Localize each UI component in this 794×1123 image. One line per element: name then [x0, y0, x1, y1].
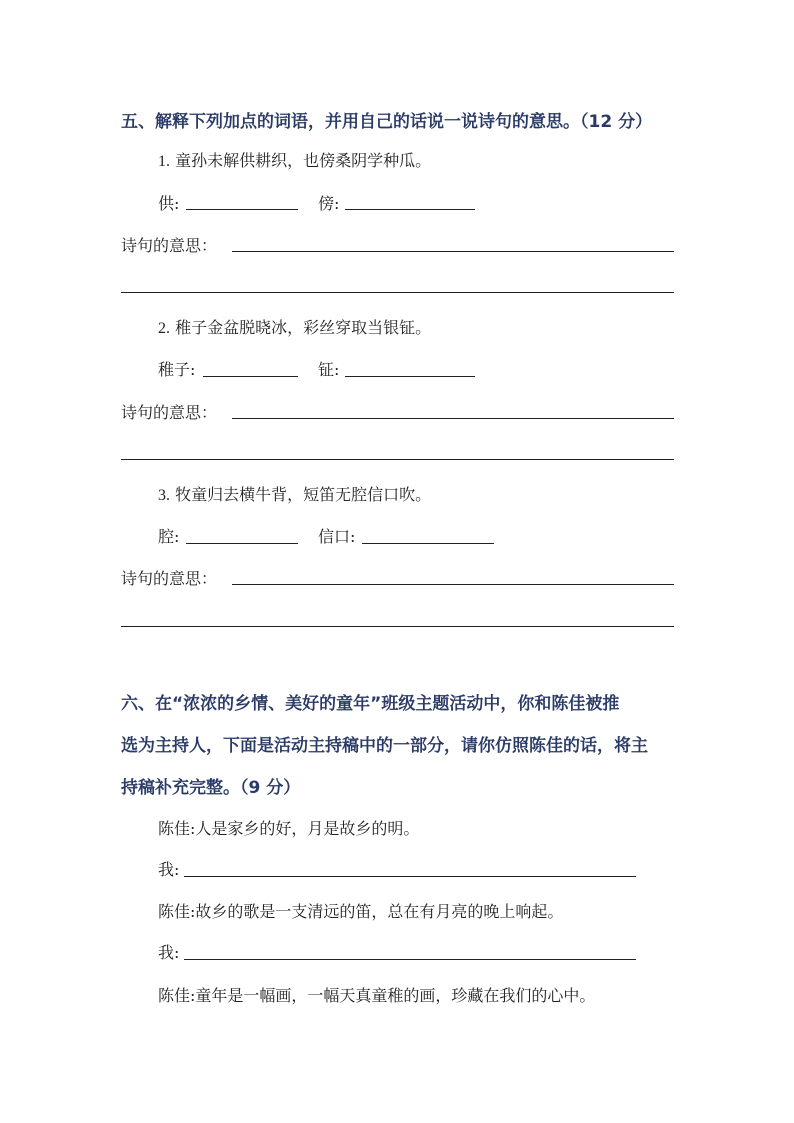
section-6-title-line-1: 六、在“浓浓的乡情、美好的童年”班级主题活动中，你和陈佳被推 — [121, 694, 620, 714]
dialogue-line-1: 陈佳:人是家乡的好，月是故乡的明。 — [158, 819, 420, 838]
item-3-poem — [158, 482, 431, 505]
poem-text: 童孙未解供耕织，也傍桑阴学种瓜。 — [175, 151, 432, 170]
dialogue-line-4-blank[interactable] — [184, 959, 636, 960]
item-1-meaning-label: 诗句的意思： — [121, 236, 218, 255]
section-5-title: 五、解释下列加点的词语，并用自己的话说一说诗句的意思。（12 分） — [121, 112, 653, 132]
dialogue-line-2-blank[interactable] — [184, 876, 636, 877]
item-3-word-a-blank[interactable] — [186, 543, 298, 544]
item-3-word-b-blank[interactable] — [362, 543, 494, 544]
item-1-meaning-blank-1[interactable] — [232, 251, 674, 252]
item-2-word-b-blank[interactable] — [345, 376, 475, 377]
item-2-poem — [158, 315, 431, 338]
item-number: 2. — [158, 320, 170, 337]
item-1-meaning-blank-2[interactable] — [121, 292, 674, 293]
item-2-meaning-label: 诗句的意思： — [121, 403, 218, 422]
item-1-word-a-label: 供: — [158, 194, 180, 213]
item-number: 1. — [158, 153, 170, 170]
item-number: 3. — [158, 487, 170, 504]
item-2-meaning-blank-2[interactable] — [121, 459, 674, 460]
section-6-title-line-2: 选为主持人，下面是活动主持稿中的一部分，请你仿照陈佳的话，将主 — [121, 736, 648, 756]
item-3-meaning-label: 诗句的意思： — [121, 569, 218, 588]
dialogue-line-2-label: 我: — [158, 860, 180, 879]
poem-text: 稚子金盆脱晓冰，彩丝穿取当银钲。 — [175, 318, 432, 337]
item-2-word-a-blank[interactable] — [203, 376, 298, 377]
poem-text: 牧童归去横牛背，短笛无腔信口吹。 — [175, 485, 432, 504]
dialogue-line-5: 陈佳:童年是一幅画，一幅天真童稚的画，珍藏在我们的心中。 — [158, 986, 596, 1005]
item-2-word-b-label: 钲: — [318, 360, 340, 379]
item-1-word-b-label: 傍: — [318, 194, 340, 213]
item-1-word-a-blank[interactable] — [186, 209, 298, 210]
item-1-word-b-blank[interactable] — [345, 209, 475, 210]
dialogue-line-3: 陈佳:故乡的歌是一支清远的笛，总在有月亮的晚上响起。 — [158, 902, 564, 921]
item-2-word-a-label: 稚子: — [158, 360, 196, 379]
item-3-word-b-label: 信口: — [318, 527, 356, 546]
dialogue-line-4-label: 我: — [158, 943, 180, 962]
item-2-meaning-blank-1[interactable] — [232, 418, 674, 419]
item-3-word-a-label: 腔: — [158, 527, 180, 546]
item-3-meaning-blank-1[interactable] — [232, 584, 674, 585]
section-6-title-line-3: 持稿补充完整。（9 分） — [121, 778, 301, 798]
item-1-poem — [158, 148, 431, 171]
item-3-meaning-blank-2[interactable] — [121, 626, 674, 627]
